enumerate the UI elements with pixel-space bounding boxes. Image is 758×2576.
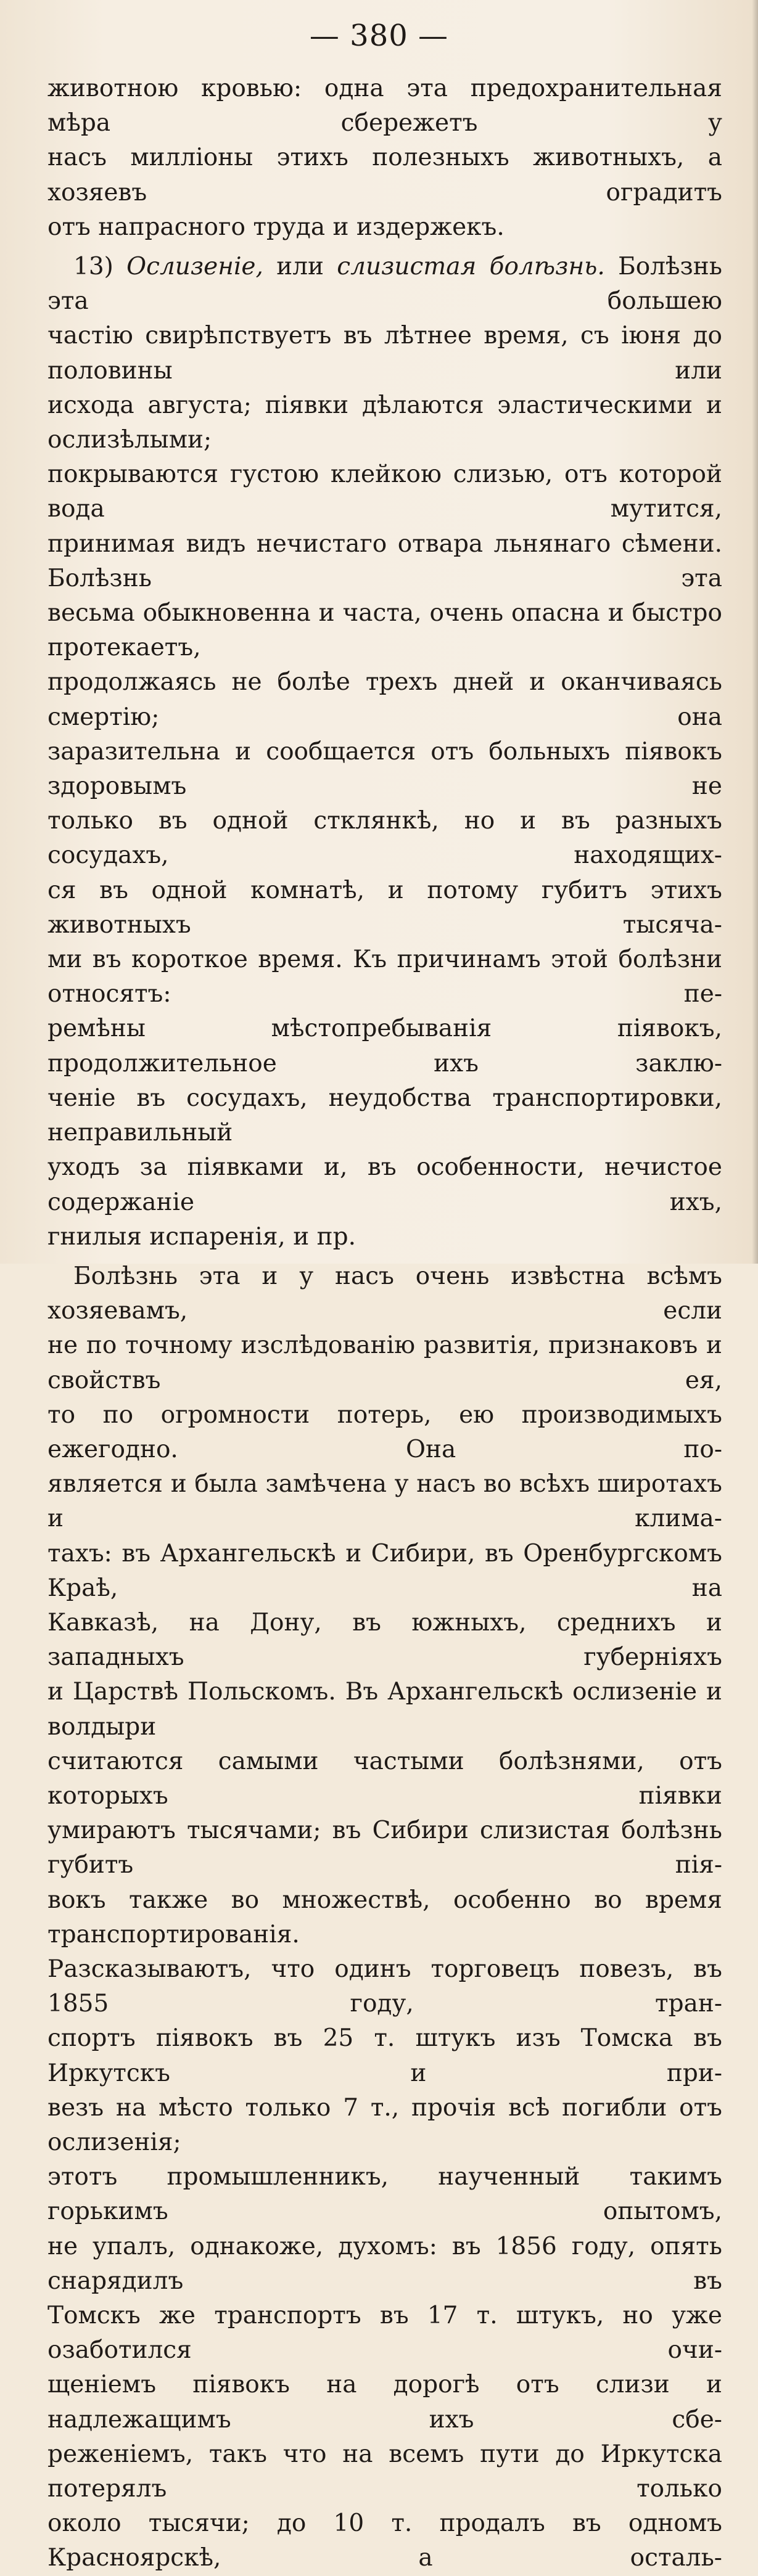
paragraph-1 xyxy=(47,72,722,245)
paragraph-spacer xyxy=(47,245,722,250)
text-line: отъ напрасного труда и издержекъ. xyxy=(47,213,505,241)
body-text xyxy=(47,72,722,2576)
page-spine-shadow xyxy=(752,0,758,1264)
text-line: является и была замѣчена у насъ во всѣхъ широтахъ и клима- xyxy=(47,1470,722,1533)
text-line: везъ на мѣсто только 7 т., прочія всѣ погибли отъ ослизенія; xyxy=(47,2093,722,2156)
paragraph-spacer xyxy=(47,1254,722,1259)
text-segment: или xyxy=(263,253,337,281)
text-line: не упалъ, однакоже, духомъ: въ 1856 году, опять снарядилъ въ xyxy=(47,2232,722,2295)
text-segment-italic: слизистая болѣзнь. xyxy=(337,253,605,281)
paragraph-2 xyxy=(47,250,722,1254)
text-line: ремѣны мѣстопребыванія піявокъ, продолжительное ихъ заклю- xyxy=(47,1015,722,1077)
text-segment-italic: Ослизеніе, xyxy=(126,253,263,281)
text-line: Разсказываютъ, что одинъ торговецъ повезъ, въ 1855 году, тран- xyxy=(47,1955,722,2018)
text-line: то по огромности потерь, ею производимыхъ ежегодно. Она по- xyxy=(47,1400,722,1463)
text-line: продолжаясь не болѣе трехъ дней и оканчиваясь смертію; она xyxy=(47,668,722,731)
text-segment: Болѣзнь эта большею xyxy=(47,253,722,316)
text-line: заразительна и сообщается отъ больныхъ піявокъ здоровымъ не xyxy=(47,737,722,801)
text-line: реженіемъ, такъ что на всемъ пути до Иркутска потерялъ только xyxy=(47,2440,722,2503)
text-line: ченіе въ сосудахъ, неудобства транспортировки, неправильный xyxy=(47,1084,722,1147)
text-line: покрываются густою клейкою слизью, отъ которой вода мутится, xyxy=(47,460,722,523)
text-line: около тысячи; до 10 т. продалъ въ одномъ Красноярскѣ, а осталь- xyxy=(47,2509,722,2572)
text-line: уходъ за піявками и, въ особенности, нечистое содержаніе ихъ, xyxy=(47,1153,722,1216)
page-number: — 380 — xyxy=(309,18,449,53)
text-line: Томскъ же транспортъ въ 17 т. штукъ, но уже озаботился очи- xyxy=(47,2302,722,2365)
text-line: считаются самыми частыми болѣзнями, отъ которыхъ піявки xyxy=(47,1747,722,1810)
text-line: ми въ короткое время. Къ причинамъ этой болѣзни относятъ: пе- xyxy=(47,946,722,1008)
text-line: исхода августа; піявки дѣлаются эластическими и ослизѣлыми; xyxy=(47,391,722,454)
text-line: щеніемъ піявокъ на дорогѣ отъ слизи и надлежащимъ ихъ сбе- xyxy=(47,2371,722,2434)
text-line: весьма обыкновенна и часта, очень опасна и быстро протекаетъ, xyxy=(47,599,722,662)
text-line: не по точному изслѣдованію развитія, признаковъ и свойствъ ея, xyxy=(47,1331,722,1394)
text-line: животною кровью: одна эта предохранительная мѣра сбережетъ у xyxy=(47,75,722,137)
text-line: и Царствѣ Польскомъ. Въ Архангельскѣ ослизеніе и волдыри xyxy=(47,1678,722,1741)
text-line: Болѣзнь эта и у насъ очень извѣстна всѣмъ хозяевамъ, если xyxy=(47,1262,722,1325)
text-line: насъ милліоны этихъ полезныхъ животныхъ, а хозяевъ оградитъ xyxy=(47,144,722,206)
text-line: гнилыя испаренія, и пр. xyxy=(47,1222,356,1251)
text-line: этотъ промышленникъ, наученный такимъ горькимъ опытомъ, xyxy=(47,2163,722,2226)
text-line: тахъ: въ Архангельскѣ и Сибири, въ Оренбургскомъ Краѣ, на xyxy=(47,1539,722,1602)
text-line: умираютъ тысячами; въ Сибири слизистая болѣзнь губитъ пія- xyxy=(47,1817,722,1879)
text-line: вокъ также во множествѣ, особенно во время транспортированія. xyxy=(47,1886,722,1948)
text-line: принимая видъ нечистаго отвара льнянаго сѣмени. Болѣзнь эта xyxy=(47,530,722,592)
text-line: спортъ піявокъ въ 25 т. штукъ изъ Томска въ Иркутскъ и при- xyxy=(47,2024,722,2087)
text-segment: 13) xyxy=(73,253,127,281)
text-line: только въ одной стклянкѣ, но и въ разныхъ сосудахъ, находящих- xyxy=(47,807,722,870)
text-line: частію свирѣпствуетъ въ лѣтнее время, съ іюня до половины или xyxy=(47,322,722,385)
text-line: ся въ одной комнатѣ, и потому губитъ этихъ животныхъ тысяча- xyxy=(47,876,722,939)
paragraph-3 xyxy=(47,1259,722,2576)
text-line-heading xyxy=(47,250,722,319)
text-line: Кавказѣ, на Дону, въ южныхъ, среднихъ и западныхъ губерніяхъ xyxy=(47,1608,722,1672)
